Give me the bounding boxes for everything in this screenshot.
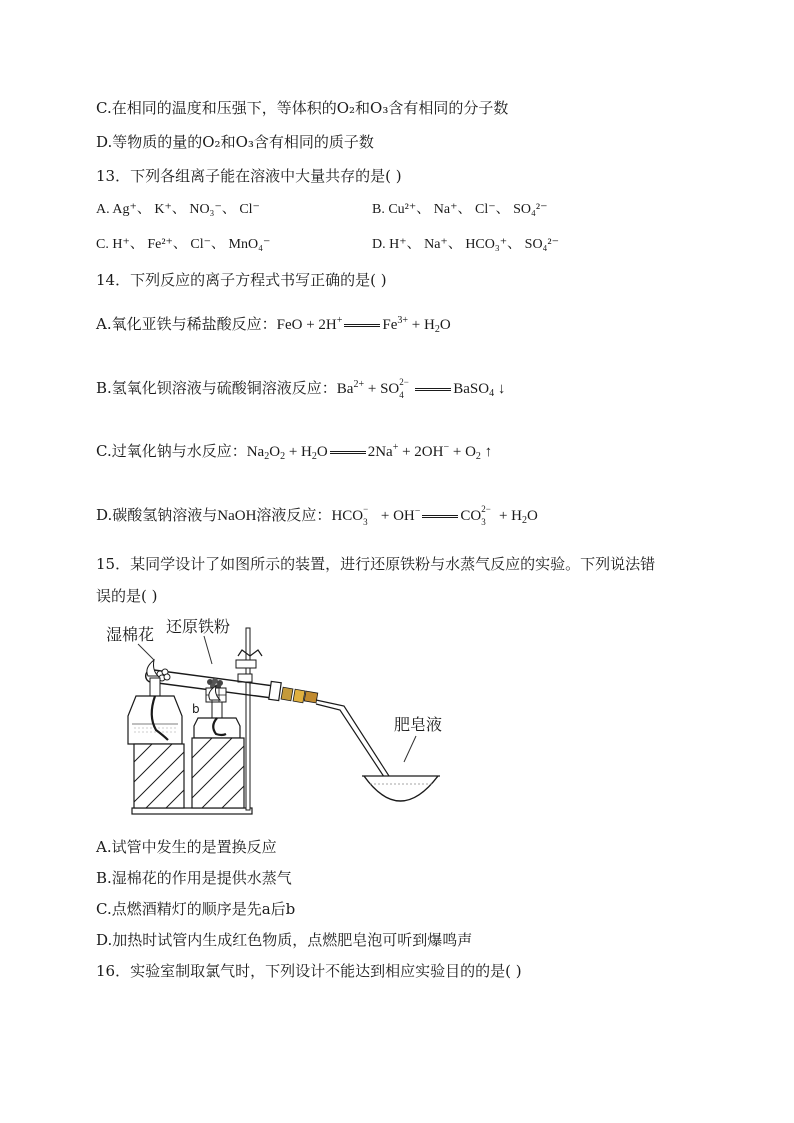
q12-option-d: D.等物质的量的O₂和O₃含有相同的质子数	[96, 133, 374, 151]
q13-option-b: B. Cu²⁺、 Na⁺、 Cl⁻、 SO₄²⁻	[372, 202, 548, 217]
q14-equation-c: $Na_2O_2 + H_2O$ $2Na^+ + 2OH^- + O_2$ ↑	[246, 442, 493, 462]
q15-option-d: D.加热时试管内生成红色物质，点燃肥皂泡可听到爆鸣声	[96, 931, 473, 949]
label-wet-cotton: 湿棉花	[106, 625, 155, 644]
q15-stem-line1: 15．某同学设计了如图所示的装置，进行还原铁粉与水蒸气反应的实验。下列说法错	[96, 555, 656, 573]
block-a	[134, 744, 184, 808]
q14-option-a: A.氧化亚铁与稀盐酸反应：FeO + 2H+ $Fe^{3+} + H_2O$	[96, 315, 451, 335]
q13-option-c: C. H⁺、 Fe²⁺、 Cl⁻、 MnO₄⁻	[96, 237, 271, 252]
apparatus-diagram	[98, 612, 458, 820]
q14-option-d: D.碳酸氢钠溶液与NaOH溶液反应：HCO − 3 + OH− CO 2− 3 + $H_2O$	[96, 503, 538, 527]
q15-stem-line2: 误的是( )	[96, 587, 158, 605]
q15-option-a: A.试管中发生的是置换反应	[96, 838, 277, 856]
q13-option-a: A. Ag⁺、 K⁺、 NO₃⁻、 Cl⁻	[96, 202, 260, 217]
q14-equation-a: FeO + 2H+ $Fe^{3+} + H_2O$	[276, 315, 451, 335]
q13-stem: 13．下列各组离子能在溶液中大量共存的是( )	[96, 167, 402, 185]
q16-stem: 16．实验室制取氯气时，下列设计不能达到相应实验目的的是( )	[96, 962, 522, 980]
label-soap-solution: 肥皂液	[394, 715, 443, 734]
q14-equation-b: $Ba^{2+}$ + SO 2− 4 BaSO$_4$ ↓	[336, 376, 506, 400]
q13-option-d: D. H⁺、 Na⁺、 HCO₃⁺、 SO₄²⁻	[372, 237, 560, 252]
lamp-b-label: b	[192, 702, 200, 716]
q14-option-c: C.过氧化钠与水反应：$Na_2O_2 + H_2O$ $2Na^+ + 2OH^- + O_2$ ↑	[96, 442, 493, 462]
q14-equation-d: HCO − 3 + OH− CO 2− 3 + $H_2O$	[331, 503, 538, 527]
stand-base	[132, 808, 252, 814]
q14-stem: 14．下列反应的离子方程式书写正确的是( )	[96, 271, 387, 289]
q15-option-c: C.点燃酒精灯的顺序是先a后b	[96, 900, 296, 918]
q15-option-b: B.湿棉花的作用是提供水蒸气	[96, 869, 292, 887]
evaporating-dish	[362, 776, 440, 801]
q14-option-b: B.氢氧化钡溶液与硫酸铜溶液反应：$Ba^{2+}$ + SO 2− 4 BaSO$_4$ ↓	[96, 376, 506, 400]
label-iron-powder: 还原铁粉	[166, 617, 231, 636]
q12-option-c: C.在相同的温度和压强下，等体积的O₂和O₃含有相同的分子数	[96, 99, 509, 117]
block-b	[192, 738, 244, 808]
